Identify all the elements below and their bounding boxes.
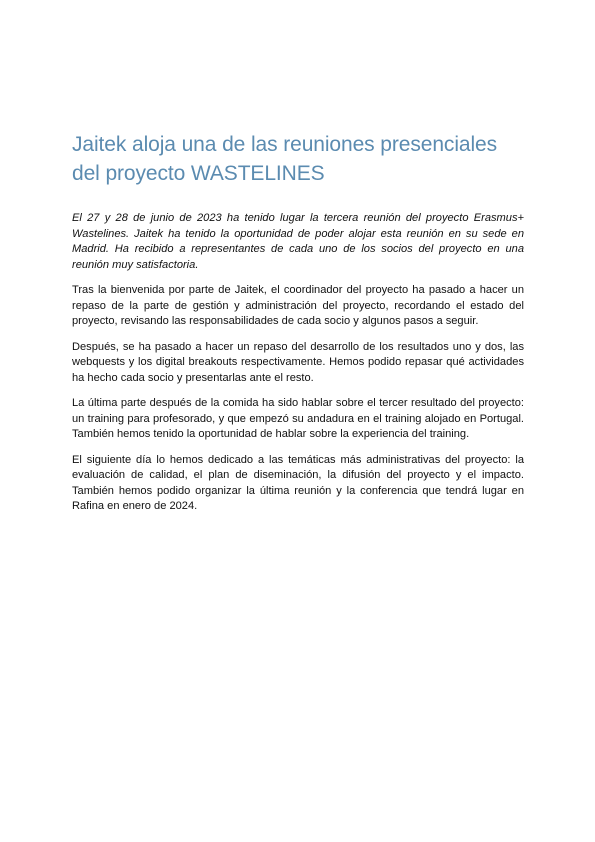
article-title: Jaitek aloja una de las reuniones presenciales del proyecto WASTELINES — [72, 133, 498, 185]
body-paragraph-welcome: Tras la bienvenida por parte de Jaitek, el coordinador del proyecto ha pasado a hacer un repaso de la parte de gestión y administración del proyecto, recordando el estado del proyecto, revisando las responsabilidades de cada socio y algunos pasos a seguir. — [72, 284, 524, 327]
article-content — [72, 130, 524, 525]
lead-paragraph: El 27 y 28 de junio de 2023 ha tenido lugar la tercera reunión del proyecto Erasmus+ Wastelines. Jaitek ha tenido la oportunidad de poder alojar esta reunión en su sede en Madrid. Ha recibido a representantes de cada uno de los socios del proyecto en una reunión muy satisfactoria. — [72, 212, 524, 271]
article-body — [72, 211, 524, 515]
body-paragraph-next-day: El siguiente día lo hemos dedicado a las temáticas más administrativas del proyecto: la evaluación de calidad, el plan de diseminación, la difusión del proyecto y el impacto. También hemos podido organizar la última reunión y la conferencia que tendrá lugar en Rafina en enero de 2024. — [72, 453, 524, 512]
body-paragraph-results: Después, se ha pasado a hacer un repaso del desarrollo de los resultados uno y dos, las webquests y los digital breakouts respectivamente. Hemos podido repasar qué actividades ha hecho cada socio y presentarlas ante el resto. — [72, 340, 524, 384]
body-paragraph-training: La última parte después de la comida ha sido hablar sobre el tercer resultado del proyecto: un training para profesorado, y que empezó su andadura en el training alojado en Portugal. También hemos tenido la oportunidad de hablar sobre la experiencia del training. — [72, 397, 524, 440]
